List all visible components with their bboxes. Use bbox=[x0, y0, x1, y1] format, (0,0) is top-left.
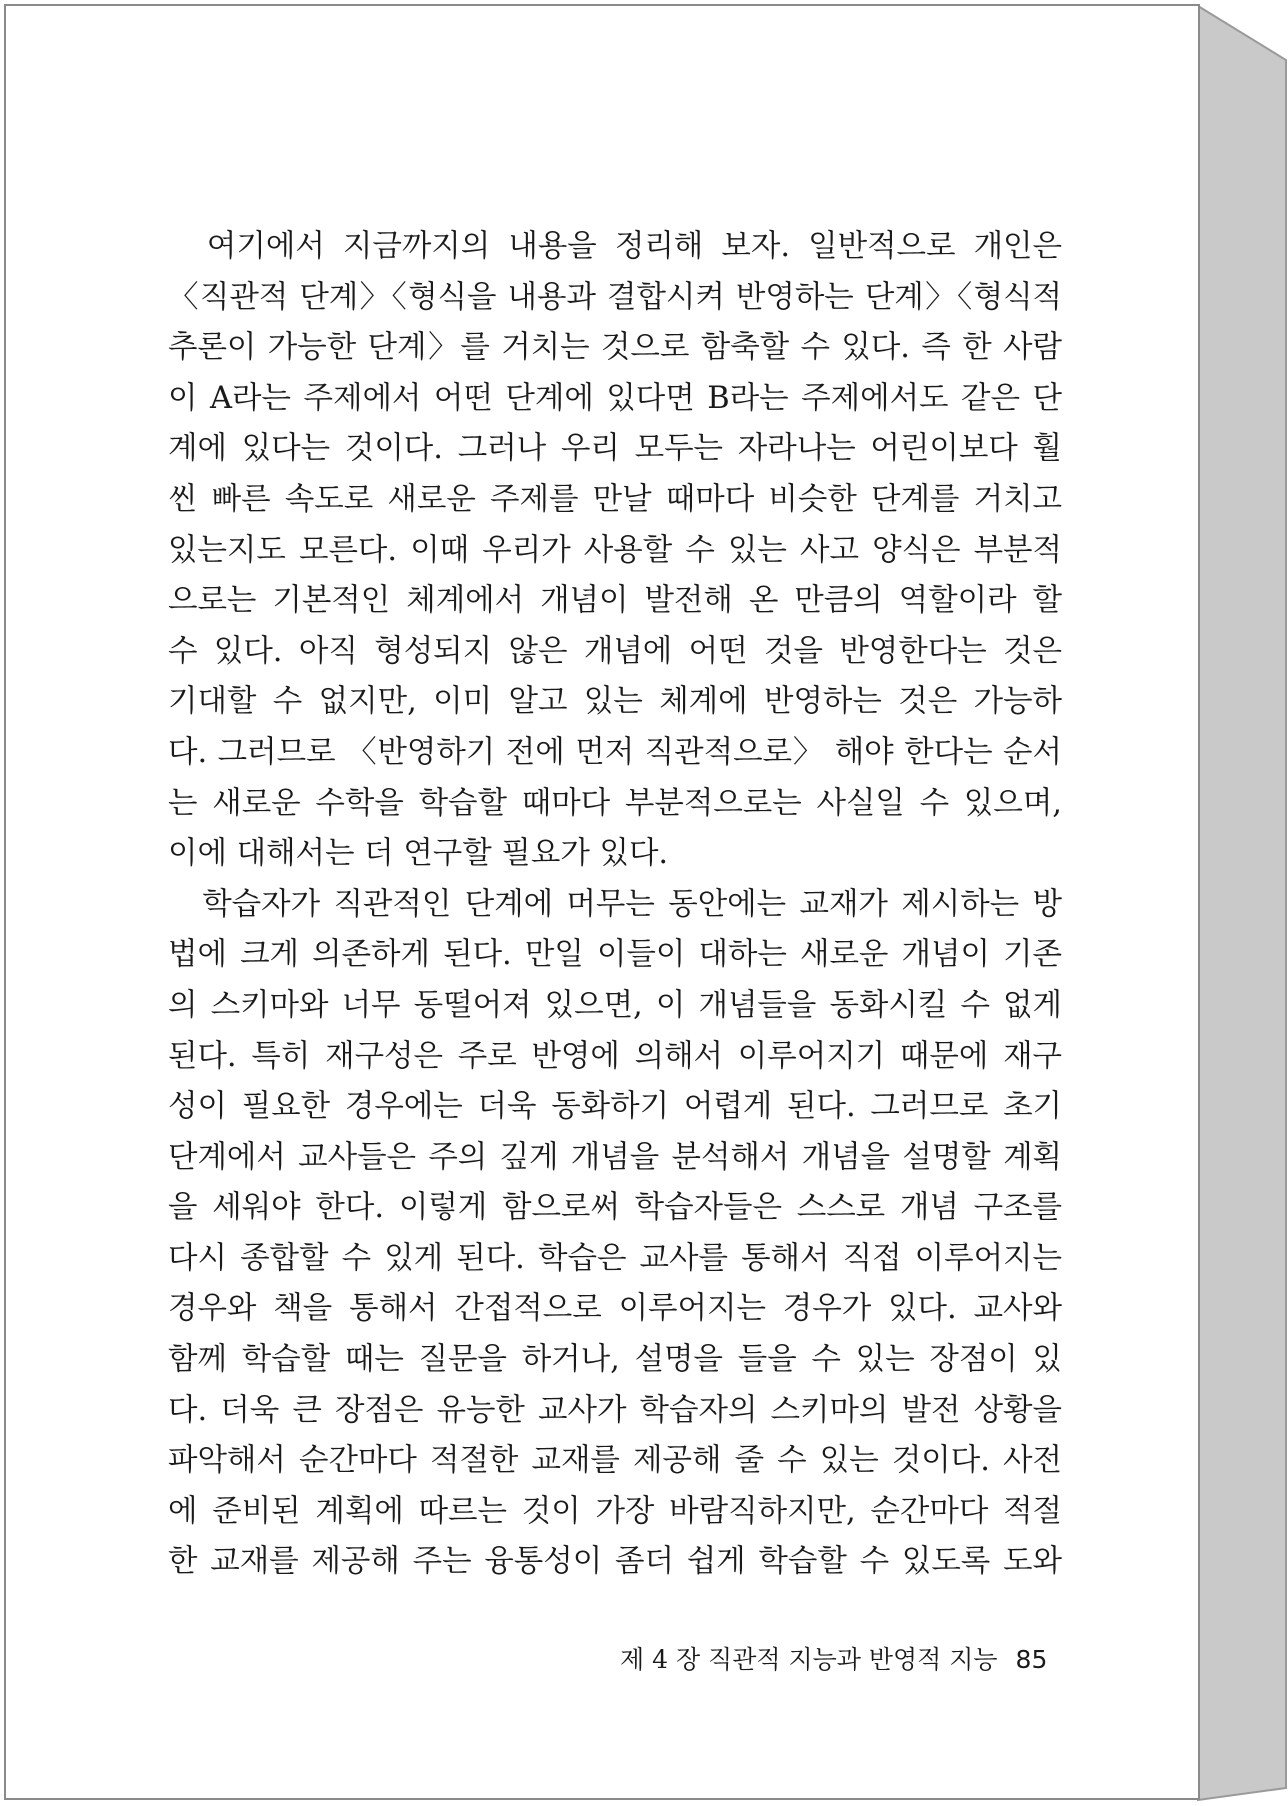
text-line: 〈직관적 단계〉〈형식을 내용과 결합시켜 반영하는 단계〉〈형식적 bbox=[168, 279, 1062, 315]
text-line: 경우와 책을 통해서 간접적으로 이루어지는 경우가 있다. 교사와 bbox=[168, 1291, 1062, 1327]
text-line: 다. 더욱 큰 장점은 유능한 교사가 학습자의 스키마의 발전 상황을 bbox=[168, 1392, 1062, 1428]
text-line: 한 교재를 제공해 주는 융통성이 좀더 쉽게 학습할 수 있도록 도와 bbox=[168, 1544, 1062, 1580]
paragraph-2 bbox=[168, 880, 1062, 1588]
text-line: 있는지도 모른다. 이때 우리가 사용할 수 있는 사고 양식은 부분적 bbox=[168, 532, 1062, 568]
text-line: 수 있다. 아직 형성되지 않은 개념에 어떤 것을 반영한다는 것은 bbox=[168, 633, 1062, 669]
text-line: 으로는 기본적인 체계에서 개념이 발전해 온 만큼의 역할이라 할 bbox=[168, 583, 1062, 619]
text-line: 추론이 가능한 단계〉를 거치는 것으로 함축할 수 있다. 즉 한 사람 bbox=[168, 330, 1062, 366]
text-line: 기대할 수 없지만, 이미 알고 있는 체계에 반영하는 것은 가능하 bbox=[168, 684, 1062, 720]
chapter-title: 제 4 장 직관적 지능과 반영적 지능 bbox=[620, 1645, 998, 1674]
body-text bbox=[168, 222, 1062, 1588]
paragraph-1 bbox=[168, 222, 1062, 880]
text-line: 된다. 특히 재구성은 주로 반영에 의해서 이루어지기 때문에 재구 bbox=[168, 1038, 1062, 1074]
text-line: 함께 학습할 때는 질문을 하거나, 설명을 들을 수 있는 장점이 있 bbox=[168, 1342, 1062, 1378]
text-line: 성이 필요한 경우에는 더욱 동화하기 어렵게 된다. 그러므로 초기 bbox=[168, 1089, 1062, 1125]
text-line: 여기에서 지금까지의 내용을 정리해 보자. 일반적으로 개인은 bbox=[168, 229, 1062, 264]
text-line: 이 A라는 주제에서 어떤 단계에 있다면 B라는 주제에서도 같은 단 bbox=[168, 380, 1062, 416]
text-line: 파악해서 순간마다 적절한 교재를 제공해 줄 수 있는 것이다. 사전 bbox=[168, 1443, 1062, 1479]
text-line: 법에 크게 의존하게 된다. 만일 이들이 대하는 새로운 개념이 기존 bbox=[168, 937, 1062, 973]
text-line: 다시 종합할 수 있게 된다. 학습은 교사를 통해서 직접 이루어지는 bbox=[168, 1240, 1062, 1276]
text-line: 이에 대해서는 더 연구할 필요가 있다. bbox=[168, 836, 669, 872]
text-line: 씬 빠른 속도로 새로운 주제를 만날 때마다 비슷한 단계를 거치고 bbox=[168, 481, 1062, 517]
running-footer bbox=[620, 1640, 1048, 1676]
text-line: 학습자가 직관적인 단계에 머무는 동안에는 교재가 제시하는 방 bbox=[168, 886, 1062, 922]
text-line: 에 준비된 계획에 따르는 것이 가장 바람직하지만, 순간마다 적절 bbox=[168, 1493, 1062, 1529]
page-number: 85 bbox=[1015, 1645, 1048, 1674]
text-line: 계에 있다는 것이다. 그러나 우리 모두는 자라나는 어린이보다 훨 bbox=[168, 431, 1062, 467]
text-line: 을 세워야 한다. 이렇게 함으로써 학습자들은 스스로 개념 구조를 bbox=[168, 1190, 1062, 1226]
text-line: 는 새로운 수학을 학습할 때마다 부분적으로는 사실일 수 있으며, bbox=[168, 785, 1062, 821]
text-line: 단계에서 교사들은 주의 깊게 개념을 분석해서 개념을 설명할 계획 bbox=[168, 1139, 1062, 1175]
text-line: 의 스키마와 너무 동떨어져 있으면, 이 개념들을 동화시킬 수 없게 bbox=[168, 987, 1062, 1023]
text-line: 다. 그러므로 〈반영하기 전에 먼저 직관적으로〉 해야 한다는 순서 bbox=[168, 734, 1062, 770]
